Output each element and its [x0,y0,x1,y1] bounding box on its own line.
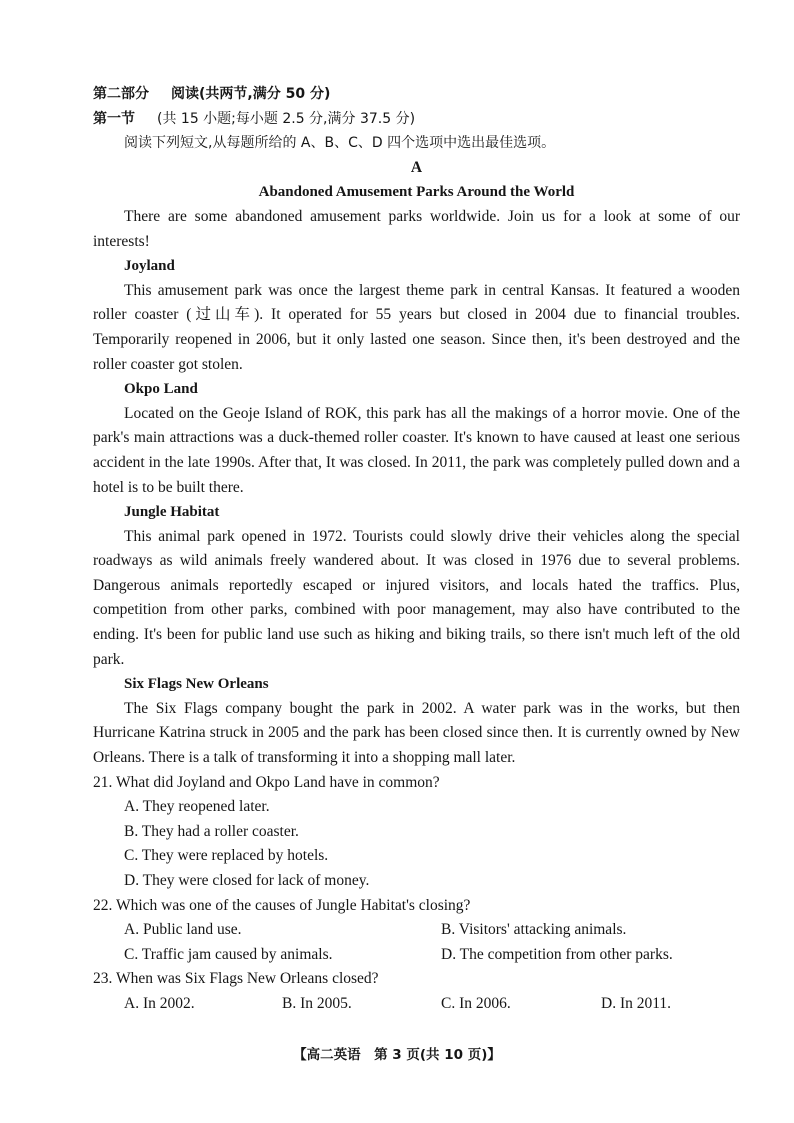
options [93,795,740,893]
park-text-okpo-land: Located on the Geoje Island of ROK, this park has all the makings of a horror movie. One of the park's main attractions was a duck-themed roller coaster. It's known to have caused at least one serious accident in the late 1990s. After that, It was closed. In 2011, the park was completely pulled down and a hotel is to be built there. [93,404,740,496]
passage-title: Abandoned Amusement Parks Around the World [258,184,575,201]
option-b: B. Visitors' attacking animals. [441,921,627,939]
option-a: A. In 2002. [124,994,195,1012]
part-header [93,82,740,107]
part-description: 阅读(共两节,满分 50 分) [171,86,331,102]
option-c: C. Traffic jam caused by animals. [124,945,333,963]
park-heading-okpo-land: Okpo Land [124,381,198,398]
question-stem: 21. What did Joyland and Okpo Land have in common? [93,773,440,791]
option-d: D. The competition from other parks. [441,945,673,963]
passage-letter: A [410,158,423,176]
option-b: B. They had a roller coaster. [124,822,299,840]
section-description: (共 15 小题;每小题 2.5 分,满分 37.5 分) [157,110,416,127]
option-d: D. They were closed for lack of money. [124,872,370,889]
park-heading-six-flags: Six Flags New Orleans [124,676,269,693]
passage-intro: There are some abandoned amusement parks worldwide. Join us for a look at some of our interests! [93,207,740,250]
park-text-jungle-habitat: This animal park opened in 1972. Tourists could slowly drive their vehicles along the special roadways as wild animals freely wandered about. It was closed in 1976 due to several problems. Dangerous animals reportedly escaped or injured visitors, and locals hated the traffics. Plus, competition from other parks, combined with poor management, may also have contributed to the ending. It's been for public land use such as hiking and biking trails, so there isn't much left of the old park. [93,527,740,668]
park-heading-jungle-habitat: Jungle Habitat [124,504,220,521]
part-label: 第二部分 [93,86,149,102]
options [93,918,740,967]
park-heading-joyland: Joyland [124,258,175,275]
exam-page [93,82,740,1017]
question-stem: 22. Which was one of the causes of Jungle Habitat's closing? [93,896,471,914]
section-label: 第一节 [93,110,135,127]
question-23 [93,967,740,1016]
page-footer: 【高二英语 第 3 页(共 10 页)】 [293,1047,501,1063]
option-c: C. In 2006. [441,994,511,1012]
park-text-six-flags: The Six Flags company bought the park in 2002. A water park was in the works, but then Hurricane Katrina struck in 2005 and the park has been closed since then. It is currently owned by New Orleans. There is a talk of transforming it into a shopping mall later. [93,699,740,767]
question-22 [93,894,740,968]
option-c: C. They were replaced by hotels. [124,847,329,865]
option-a: A. Public land use. [124,921,242,939]
options [93,992,740,1017]
option-a: A. They reopened later. [124,798,270,816]
instruction: 阅读下列短文,从每题所给的 A、B、C、D 四个选项中选出最佳选项。 [124,135,556,152]
question-21 [93,771,740,894]
option-b: B. In 2005. [282,994,352,1012]
section-header [93,107,740,132]
park-text-joyland: This amusement park was once the largest theme park in central Kansas. It featured a wooden roller coaster (过山车). It operated for 55 years but closed in 2004 due to financial troubles. Temporarily reopened in 2006, but it only lasted one season. Since then, it's been destroyed and the roller coaster got stolen. [93,281,740,373]
question-stem: 23. When was Six Flags New Orleans closed? [93,970,379,988]
option-d: D. In 2011. [601,994,672,1012]
